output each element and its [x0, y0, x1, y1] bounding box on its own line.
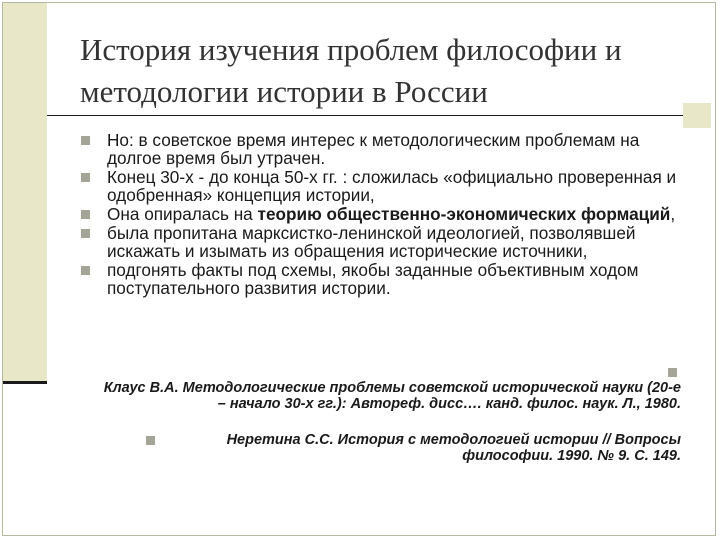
left-band-edge — [3, 381, 47, 384]
bullet-item — [78, 261, 688, 297]
left-decor-band — [3, 3, 47, 381]
square-bullet-icon — [81, 173, 90, 182]
bullet-item — [78, 168, 688, 204]
bullet-item — [78, 224, 688, 260]
bullet-list — [78, 131, 688, 298]
title-divider — [47, 115, 683, 116]
right-decor-block — [683, 103, 711, 128]
bullet-item — [78, 205, 688, 223]
square-bullet-icon — [668, 368, 677, 377]
square-bullet-icon — [81, 229, 90, 238]
bullet-text: подгонять факты под схемы, якобы заданные объективным ходом поступательного развития истории. — [107, 260, 639, 298]
square-bullet-icon — [81, 210, 90, 219]
square-bullet-icon — [146, 436, 155, 445]
bullet-text-after: , — [670, 204, 676, 224]
bullet-bold-term: теорию общественно-экономических формаций — [257, 204, 671, 224]
square-bullet-icon — [81, 136, 90, 145]
bullet-text: Но: в советское время интерес к методологическим проблемам на долгое время был утрачен. — [107, 130, 640, 168]
reference-item: Клаус В.А. Методологические проблемы советской исторической науки (20-е – начало 30-х гг.): Автореф. дисс…. канд. филос. наук. Л., 1980. — [103, 380, 681, 412]
slide-title: История изучения проблем философии и методологии истории в России — [80, 32, 622, 109]
bullet-text: Конец 30-х - до конца 50-х гг. : сложилась «официально проверенная и одобренная» концепция истории, — [107, 167, 677, 205]
square-bullet-icon — [81, 266, 90, 275]
bullet-item — [78, 131, 688, 167]
bullet-text-before: Она опиралась на — [107, 204, 258, 224]
reference-item: Неретина С.С. История с методологией истории // Вопросы философии. 1990. № 9. С. 149. — [226, 432, 681, 464]
bullet-text: была пропитана марксистко-ленинской идеологией, позволявшей искажать и изымать из обращения исторические источники, — [107, 223, 636, 261]
